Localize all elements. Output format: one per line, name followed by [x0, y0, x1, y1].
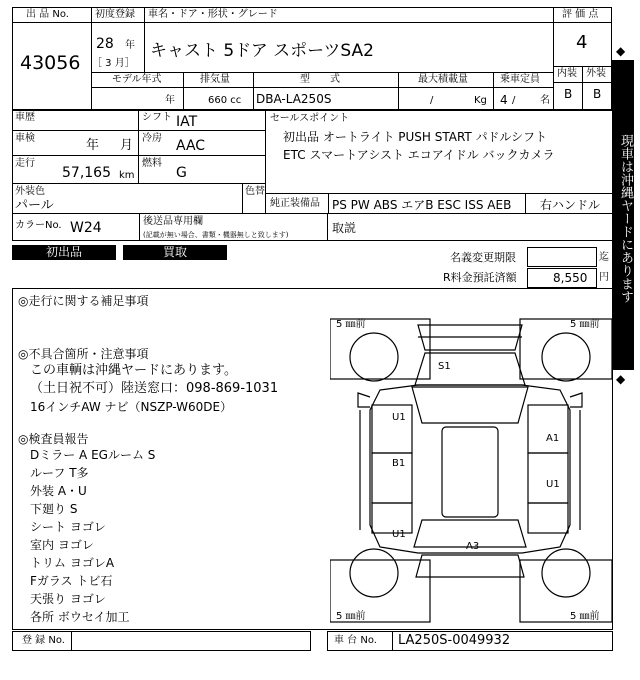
score-value: 4	[576, 32, 588, 53]
defect-title: ◎不具合箇所・注意事項	[18, 347, 149, 361]
capacity-unit: 名	[540, 95, 550, 106]
kg-unit: Kg	[474, 95, 487, 106]
tread-label-fr: 5 ㎜前	[570, 319, 600, 330]
history-label: 車歴	[15, 112, 35, 123]
max-load-sep: /	[430, 95, 434, 106]
inspector-line: 外装 A・U	[30, 484, 87, 498]
inspector-line: 室内 ヨゴレ	[30, 538, 94, 552]
docs-note: (記載が無い場合、書類・機器無しと致します)	[143, 231, 289, 239]
inspector-line: トリム ヨゴレA	[30, 556, 115, 570]
equipment-label: 純正装備品	[270, 198, 320, 209]
damage-mark-u1-left: U1	[392, 412, 406, 423]
mileage-label: 走行	[15, 158, 35, 169]
first-reg-year-unit: 年	[125, 40, 135, 51]
car-name: キャスト 5ドア スポーツSA2	[150, 41, 374, 61]
damage-mark-a3: A3	[466, 541, 480, 552]
inspector-line: Fガラス トビ石	[30, 574, 113, 588]
lot-label: 出 品 No.	[26, 9, 69, 20]
chassis-number: LA250S-0049932	[398, 633, 511, 648]
color-change-label: 色替	[245, 186, 265, 197]
defect-line: （土日祝不可）陸送窓口：098-869-1031	[30, 381, 279, 396]
purchase-badge: 買取	[123, 245, 227, 260]
color-no-label: カラーNo.	[15, 220, 62, 231]
chassis-label: 車 台 No.	[334, 635, 377, 646]
inspector-line: シート ヨゴレ	[30, 520, 106, 534]
interior-label: 内装	[557, 68, 577, 79]
damage-mark-s1: S1	[438, 361, 451, 372]
displacement-value: 660 cc	[208, 95, 242, 106]
sales-line2: ETC スマートアシスト エコアイドル バックカメラ	[283, 148, 555, 162]
capacity-sep: /	[512, 95, 516, 106]
mileage-unit: km	[119, 170, 135, 181]
name-change-label: 名義変更期限	[450, 251, 516, 264]
car-name-label: 車名・ドア・形状・グレード	[148, 9, 278, 20]
tread-label-rr: 5 ㎜前	[570, 611, 600, 622]
exterior-color-label: 外装色	[15, 186, 45, 197]
defect-line: この車輌は沖縄ヤードにあります。	[30, 363, 237, 378]
capacity-label: 乗車定員	[500, 74, 540, 85]
recycle-unit: 円	[599, 272, 609, 283]
first-reg-month: ［ 3 月］	[92, 58, 135, 69]
ac-label: 冷房	[142, 133, 162, 144]
ac-value: AAC	[176, 138, 206, 154]
docs-value: 取説	[332, 221, 357, 235]
inspector-line: 各所 ボウセイ加工	[30, 610, 130, 624]
interior-grade: B	[564, 87, 573, 101]
sales-label: セールスポイント	[270, 113, 350, 124]
tread-label-fl: 5 ㎜前	[336, 319, 366, 330]
max-load-label: 最大積載量	[418, 74, 468, 85]
exterior-color-value: パール	[15, 198, 54, 213]
fuel-value: G	[176, 165, 187, 181]
inspector-line: Dミラー A EGルーム S	[30, 448, 156, 462]
shift-value: IAT	[176, 114, 198, 130]
defect-line: 16インチAW ナビ（NSZP-W60DE）	[30, 400, 233, 414]
side-mark-bottom: ◆	[616, 372, 626, 386]
name-change-box	[527, 247, 597, 267]
inspector-line: ルーフ T多	[30, 466, 89, 480]
reg-no-value-box	[71, 631, 311, 651]
displacement-label: 排気量	[200, 74, 230, 85]
docs-label: 後送品専用欄	[143, 216, 203, 227]
damage-mark-u1-right: U1	[546, 479, 560, 490]
first-reg-year: 28	[96, 36, 114, 52]
inspection-year-unit: 年	[86, 138, 100, 153]
sales-line1: 初出品 オートライト PUSH START パドルシフト	[283, 130, 548, 144]
color-no-value: W24	[70, 220, 102, 236]
exterior-grade: B	[593, 87, 602, 101]
shift-label: シフト	[142, 112, 172, 123]
exterior-label: 外装	[586, 68, 606, 79]
mileage-value: 57,165	[62, 165, 111, 181]
car-damage-diagram	[330, 315, 612, 627]
model-type: DBA-LA250S	[256, 92, 332, 106]
first-reg-label: 初度登録	[95, 9, 135, 20]
inspector-line: 下廻り S	[30, 502, 78, 516]
tread-label-rl: 5 ㎜前	[336, 611, 366, 622]
lot-number: 43056	[20, 52, 81, 74]
side-note: 現車は沖縄ヤードにあります	[612, 60, 634, 370]
side-mark-top: ◆	[616, 44, 626, 58]
recycle-value: 8,550	[553, 271, 588, 285]
damage-mark-a1: A1	[546, 433, 560, 444]
inspector-title: ◎検査員報告	[18, 432, 89, 446]
first-listing-badge: 初出品	[12, 245, 116, 260]
damage-mark-u1-rear: U1	[392, 529, 406, 540]
name-change-unit: 迄	[599, 252, 609, 263]
inspection-month-unit: 月	[120, 138, 134, 153]
recycle-label: R料金預託済額	[443, 271, 517, 284]
model-year-unit: 年	[165, 95, 175, 106]
driving-title: ◎走行に関する補足事項	[18, 294, 149, 308]
score-label: 評 価 点	[562, 9, 599, 20]
fuel-label: 燃料	[142, 158, 162, 169]
capacity-value: 4	[500, 93, 508, 107]
model-year-label: モデル年式	[112, 74, 162, 85]
damage-mark-b1: B1	[392, 458, 406, 469]
inspection-label: 車検	[15, 133, 35, 144]
type-label: 型 式	[300, 74, 340, 85]
inspector-line: 天張り ヨゴレ	[30, 592, 106, 606]
equipment-value: PS PW ABS エアB ESC ISS AEB	[332, 198, 512, 212]
reg-no-label: 登 録 No.	[22, 635, 65, 646]
docs-value-box	[327, 213, 613, 241]
steering-value: 右ハンドル	[540, 198, 601, 212]
